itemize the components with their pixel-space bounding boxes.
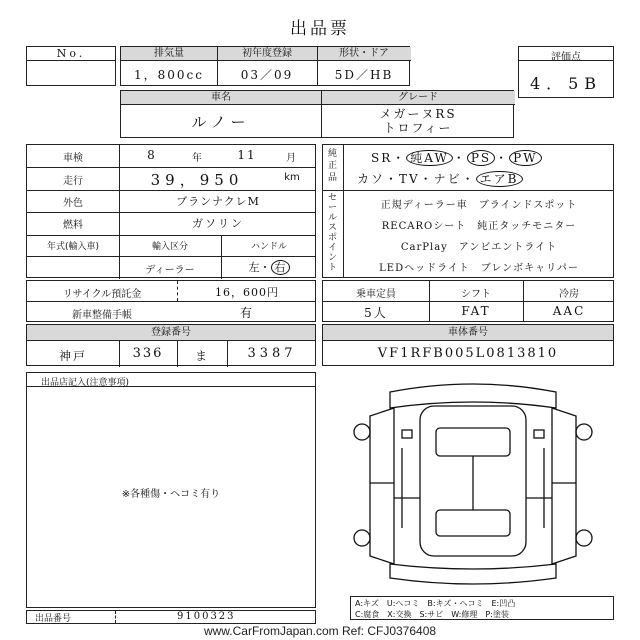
first-registration-value: 03／09 [240,68,294,82]
score-value: 4．5B [529,74,603,93]
fuel-value: ガソリン [192,217,244,230]
shift-label: シフト [461,289,491,300]
option-sr: SR [371,151,393,165]
shift-value: FAT [461,304,491,318]
footer-lot-value: 9100323 [177,611,236,622]
car-damage-diagram [350,378,596,594]
inspection-label: 車検 [63,153,83,164]
service-book-label: 新車整備手帳 [72,310,132,321]
mileage-label: 走行 [63,176,83,187]
vin-box [322,324,614,366]
capacity-label: 乗車定員 [356,289,396,300]
option-ps-circled: PS [467,150,495,166]
make-label: 車名 [121,91,321,105]
body-type-value: 5D／HB [334,68,394,82]
sales-points [343,190,615,279]
inspection-month: 11 [237,148,257,162]
document-title: 出品票 [290,19,350,39]
sales-point-2: RECAROシート 純正タッチモニター [381,221,577,232]
grade-line-2: トロフィー [383,121,453,135]
handle-label: ハンドル [250,242,287,252]
import-class-label: 輸入区分 [151,242,188,252]
exterior-color-value: ブランナクレM [176,195,260,208]
vin-value: VF1RFB005L0813810 [377,346,559,361]
wheel-rear-left [354,530,370,546]
notes-box [26,372,316,608]
registration-region: 神戸 [58,349,87,363]
sales-point-label: セールスポイント [328,193,338,273]
right-side-outline [552,408,576,564]
capacity-value: 5人 [364,306,388,320]
car-windshield-outline [436,428,510,456]
footer-lot-box [26,610,316,624]
front-bumper-outline [390,384,556,408]
handle-left: 左 [248,261,260,274]
mileage-unit: km [284,172,300,183]
make-value: ルノー [191,113,251,131]
wheel-front-left [354,424,370,440]
legend-line-1: A:キズ U:ヘコミ B:キズ・ヘコミ E:凹凸 [355,599,516,608]
make-grade-box [120,90,514,138]
grade-label: グレード [321,91,515,105]
option-dot: ・ [452,151,467,165]
handle-value [221,259,317,275]
car-rear-window-outline [436,510,510,536]
notes-label: 出品店記入(注意事項) [41,378,130,388]
option-dot: ・ [392,151,407,165]
inspection-year: 8 [147,148,157,162]
mileage-value: 39，950 [150,171,244,189]
first-registration-label: 初年度登録 [217,47,317,61]
inspection-year-unit: 年 [192,153,202,164]
wheel-front-right [576,424,592,440]
option-nav: カソ・TV・ナビ・ [357,172,476,186]
registration-box [26,324,316,366]
grade-line-1: メガーヌRS [379,107,457,121]
service-book-value: 有 [239,306,254,320]
option-aw-circled: 純AW [406,150,453,166]
recycle-service-box [26,280,316,322]
score-label: 評価点 [551,52,581,63]
displacement-label: 排気量 [121,47,217,61]
footer-lot-label: 出品番号 [35,614,72,624]
registration-kana: ま [194,349,209,363]
fuel-label: 燃料 [63,220,83,231]
registration-class-number: 336 [132,346,164,361]
option-dot: ・ [495,151,510,165]
aircon-label: 冷房 [559,289,579,300]
sales-point-3: CarPlay アンビエントライト [400,242,558,253]
lot-number-box [26,46,116,86]
sales-point-4: LEDヘッドライト ブレンボキャリパー [379,263,579,274]
registration-number: 3387 [247,346,297,361]
capacity-shift-ac-box [322,280,614,322]
options-row-1 [371,149,542,166]
option-pw-circled: PW [509,150,541,166]
handle-separator: ・ [259,261,271,274]
import-class-value: ディーラー [145,265,195,276]
sales-point-1: 正規ディーラー車 ブラインドスポット [380,200,578,211]
recycle-fee-value: 16，600円 [215,286,279,299]
model-year-label: 年式(輸入車) [46,242,100,252]
watermark-text: www.CarFromJapan.com Ref: CFJ0376408 [203,624,437,638]
options-box [322,144,614,278]
option-airbag-circled: エアB [476,171,523,187]
registration-label: 登録番号 [27,325,315,341]
no-label: No. [56,47,86,60]
score-box [518,46,614,98]
inspection-month-unit: 月 [286,153,296,164]
wheel-rear-right [576,530,592,546]
spec-table-left [26,144,316,278]
damage-legend-box [350,596,614,620]
genuine-parts-label: 純正品 [328,149,338,183]
exterior-color-label: 外色 [63,198,83,209]
vin-label: 車体番号 [323,325,613,341]
left-side-outline [370,408,394,564]
notes-text: ※各種傷・ヘコミ有り [121,489,221,500]
handle-right-circled: 右 [271,260,290,275]
rear-bumper-outline [390,564,556,584]
recycle-fee-label: リサイクル預託金 [62,289,142,300]
displacement-value: 1，800cc [134,68,204,82]
body-type-label: 形状・ドア [317,47,411,61]
legend-line-2: C:腐食 X:交換 S:サビ W:修理 P:塗装 [355,610,509,619]
aircon-value: AAC [552,304,586,318]
options-row-2 [357,170,523,187]
spec-header-box [120,46,410,86]
